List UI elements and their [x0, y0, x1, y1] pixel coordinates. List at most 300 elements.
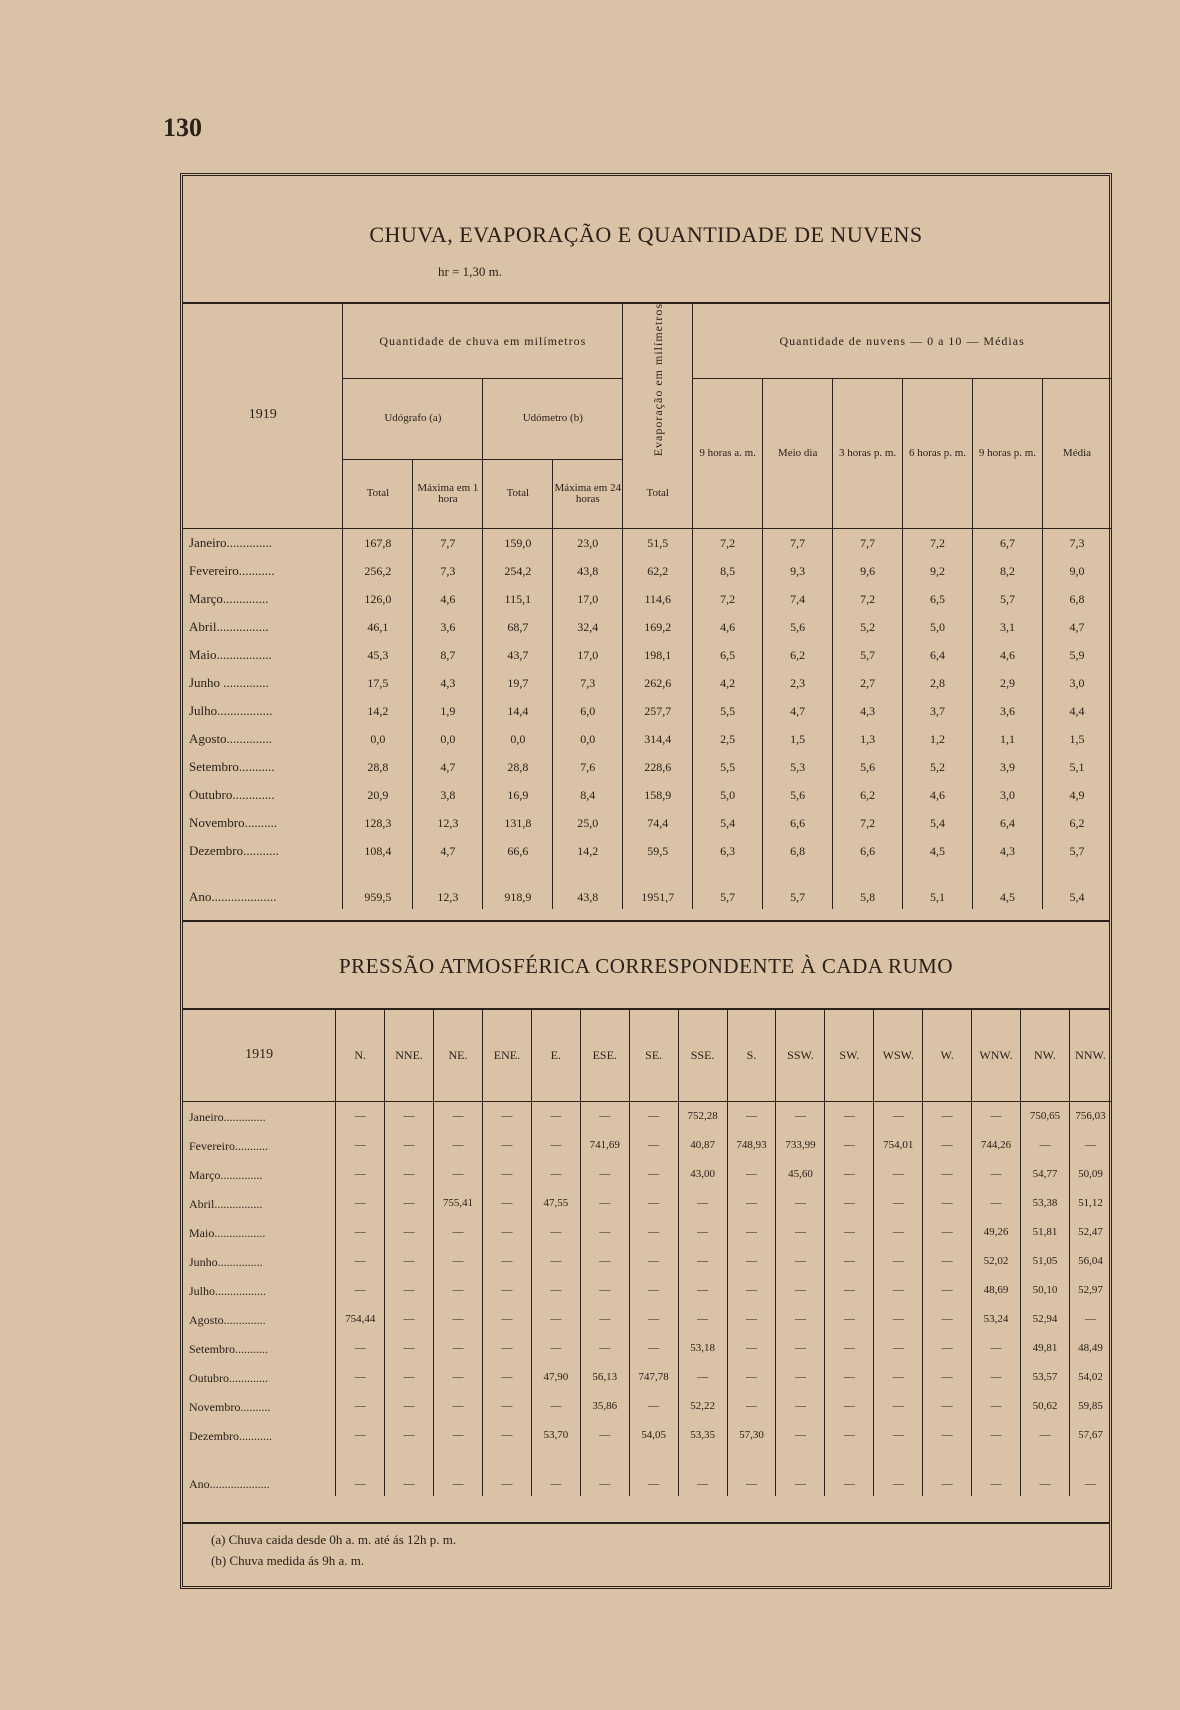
- table-cell: —: [825, 1160, 874, 1189]
- table-cell: —: [776, 1392, 825, 1421]
- direction-header: SSW.: [776, 1009, 825, 1102]
- station-height-note: hr = 1,30 m.: [438, 264, 503, 279]
- table-cell: —: [434, 1334, 483, 1363]
- table-cell: 7,3: [413, 557, 483, 585]
- udografo-header: Udógrafo (a): [343, 379, 483, 460]
- table-cell: 50,10: [1021, 1276, 1070, 1305]
- table-cell: —: [825, 1218, 874, 1247]
- table-cell: 2,8: [903, 669, 973, 697]
- table-cell: 257,7: [623, 697, 693, 725]
- table-cell: 3,7: [903, 697, 973, 725]
- table-cell: 744,26: [972, 1131, 1021, 1160]
- table-cell: —: [629, 1276, 678, 1305]
- table-row: [183, 781, 1112, 809]
- table-cell: —: [336, 1247, 385, 1276]
- table-cell: 6,3: [693, 837, 763, 865]
- footnotes: [211, 1529, 456, 1571]
- table-cell: 756,03: [1069, 1102, 1111, 1132]
- table-row: [183, 1276, 1112, 1305]
- col-udometro-total: Total: [483, 459, 553, 528]
- table-cell: —: [531, 1334, 580, 1363]
- table-cell: 56,13: [580, 1363, 629, 1392]
- table-cell: —: [874, 1276, 923, 1305]
- table-cell: 1,5: [763, 725, 833, 753]
- table-cell: 54,77: [1021, 1160, 1070, 1189]
- table-cell: —: [385, 1160, 434, 1189]
- month-label: Dezembro...........: [189, 843, 279, 859]
- table-cell: 114,6: [623, 585, 693, 613]
- table-cell: 131,8: [483, 809, 553, 837]
- table-cell: 108,4: [343, 837, 413, 865]
- table-cell: 5,6: [763, 781, 833, 809]
- table-cell: —: [531, 1160, 580, 1189]
- table-cell: —: [825, 1276, 874, 1305]
- table-cell: —: [776, 1218, 825, 1247]
- table-cell: 918,9: [483, 865, 553, 909]
- page-number: 130: [163, 113, 202, 142]
- table-cell: 62,2: [623, 557, 693, 585]
- table-cell: —: [434, 1276, 483, 1305]
- table-cell: —: [434, 1421, 483, 1450]
- table-row: [183, 613, 1112, 641]
- table-cell: —: [678, 1247, 727, 1276]
- month-label: Outubro.............: [189, 1370, 268, 1385]
- table-cell: 28,8: [483, 753, 553, 781]
- table-row: [183, 1218, 1112, 1247]
- table-row: [183, 528, 1112, 557]
- table-cell: —: [580, 1450, 629, 1496]
- table-cell: —: [776, 1276, 825, 1305]
- table-cell: 7,7: [833, 528, 903, 557]
- table-cell: 748,93: [727, 1131, 776, 1160]
- direction-header: NNW.: [1069, 1009, 1111, 1102]
- table-cell: 2,3: [763, 669, 833, 697]
- table-cell: —: [482, 1160, 531, 1189]
- table-cell: 5,1: [1042, 753, 1111, 781]
- table-cell: —: [482, 1363, 531, 1392]
- table-cell: 7,4: [763, 585, 833, 613]
- table-cell: 8,5: [693, 557, 763, 585]
- table-cell: —: [678, 1450, 727, 1496]
- table-cell: —: [629, 1450, 678, 1496]
- table-cell: 4,5: [973, 865, 1043, 909]
- month-label: Outubro.............: [189, 787, 275, 803]
- table-row: [183, 585, 1112, 613]
- table-cell: —: [580, 1305, 629, 1334]
- direction-header: N.: [336, 1009, 385, 1102]
- table-cell: —: [923, 1131, 972, 1160]
- table-cell: 5,7: [693, 865, 763, 909]
- col-6pm: 6 horas p. m.: [903, 379, 973, 529]
- divider: [183, 1522, 1109, 1524]
- table-cell: 5,7: [1042, 837, 1111, 865]
- table-cell: —: [825, 1131, 874, 1160]
- table-cell: —: [1021, 1450, 1070, 1496]
- table-cell: —: [972, 1160, 1021, 1189]
- table-cell: 53,24: [972, 1305, 1021, 1334]
- table-cell: 6,2: [1042, 809, 1111, 837]
- table-cell: —: [629, 1218, 678, 1247]
- table-cell: —: [874, 1421, 923, 1450]
- table-cell: —: [434, 1450, 483, 1496]
- table-cell: 5,2: [903, 753, 973, 781]
- table-cell: —: [580, 1160, 629, 1189]
- table-cell: —: [482, 1421, 531, 1450]
- table-cell: —: [727, 1392, 776, 1421]
- table-cell: 2,7: [833, 669, 903, 697]
- col-evap-total: Total: [623, 459, 693, 528]
- table-cell: 3,9: [973, 753, 1043, 781]
- table-cell: 2,9: [973, 669, 1043, 697]
- table-cell: 1,5: [1042, 725, 1111, 753]
- table-cell: 53,35: [678, 1421, 727, 1450]
- table-cell: —: [482, 1450, 531, 1496]
- table-cell: 5,4: [903, 809, 973, 837]
- col-media: Média: [1042, 379, 1111, 529]
- table-cell: 4,6: [413, 585, 483, 613]
- table-cell: —: [336, 1450, 385, 1496]
- table-cell: —: [434, 1392, 483, 1421]
- direction-header: NW.: [1021, 1009, 1070, 1102]
- table-cell: 53,57: [1021, 1363, 1070, 1392]
- table-row: [183, 865, 1112, 909]
- table-row: [183, 697, 1112, 725]
- table-cell: —: [874, 1392, 923, 1421]
- table-cell: —: [874, 1305, 923, 1334]
- table-cell: 52,47: [1069, 1218, 1111, 1247]
- table-cell: —: [1021, 1421, 1070, 1450]
- evaporation-header: Evaporação em milímetros: [623, 303, 693, 459]
- table-cell: —: [482, 1276, 531, 1305]
- table-cell: 4,3: [413, 669, 483, 697]
- table-cell: 43,00: [678, 1160, 727, 1189]
- table-cell: 262,6: [623, 669, 693, 697]
- table-cell: —: [825, 1334, 874, 1363]
- table-cell: 4,2: [693, 669, 763, 697]
- table-cell: 6,4: [903, 641, 973, 669]
- table-cell: —: [727, 1450, 776, 1496]
- table-cell: 7,6: [553, 753, 623, 781]
- table-cell: 8,7: [413, 641, 483, 669]
- table-cell: 752,28: [678, 1102, 727, 1132]
- table-cell: —: [923, 1334, 972, 1363]
- table-cell: 49,26: [972, 1218, 1021, 1247]
- table-cell: 52,22: [678, 1392, 727, 1421]
- table-cell: —: [825, 1102, 874, 1132]
- table-cell: 50,62: [1021, 1392, 1070, 1421]
- table-cell: 6,2: [833, 781, 903, 809]
- month-label: Dezembro...........: [189, 1428, 272, 1443]
- table-cell: 115,1: [483, 585, 553, 613]
- table-cell: 169,2: [623, 613, 693, 641]
- table-cell: —: [385, 1334, 434, 1363]
- table-cell: 19,7: [483, 669, 553, 697]
- table-cell: 20,9: [343, 781, 413, 809]
- table-cell: 4,6: [973, 641, 1043, 669]
- month-label: Ano....................: [189, 888, 277, 904]
- month-label: Abril................: [189, 1196, 263, 1211]
- table-cell: —: [385, 1450, 434, 1496]
- table-cell: —: [531, 1218, 580, 1247]
- col-3pm: 3 horas p. m.: [833, 379, 903, 529]
- table-row: [183, 641, 1112, 669]
- table-cell: 74,4: [623, 809, 693, 837]
- udometro-header: Udómetro (b): [483, 379, 623, 460]
- table-cell: —: [678, 1363, 727, 1392]
- month-label: Março..............: [189, 591, 269, 607]
- table-cell: —: [825, 1247, 874, 1276]
- table-cell: 45,3: [343, 641, 413, 669]
- table-cell: 4,6: [693, 613, 763, 641]
- table-cell: —: [385, 1363, 434, 1392]
- table-cell: 9,0: [1042, 557, 1111, 585]
- table-cell: 12,3: [413, 865, 483, 909]
- table-cell: —: [385, 1218, 434, 1247]
- table-cell: 4,6: [903, 781, 973, 809]
- table-cell: —: [825, 1189, 874, 1218]
- table-cell: —: [482, 1131, 531, 1160]
- table-cell: 52,97: [1069, 1276, 1111, 1305]
- table-cell: —: [580, 1334, 629, 1363]
- table-cell: 50,09: [1069, 1160, 1111, 1189]
- table-cell: —: [923, 1363, 972, 1392]
- table-cell: —: [385, 1276, 434, 1305]
- table-cell: 5,5: [693, 753, 763, 781]
- direction-header: NNE.: [385, 1009, 434, 1102]
- clouds-group-header: Quantidade de nuvens — 0 a 10 — Médias: [693, 303, 1112, 379]
- table-cell: —: [385, 1421, 434, 1450]
- table-cell: 2,5: [693, 725, 763, 753]
- table-cell: 256,2: [343, 557, 413, 585]
- table-cell: 45,60: [776, 1160, 825, 1189]
- table-cell: 43,8: [553, 865, 623, 909]
- table-row: [183, 1160, 1112, 1189]
- table2-title: PRESSÃO ATMOSFÉRICA CORRESPONDENTE À CADA RUMO: [338, 954, 954, 978]
- table-cell: —: [727, 1160, 776, 1189]
- month-label: Março..............: [189, 1167, 263, 1182]
- table-cell: —: [678, 1218, 727, 1247]
- table-cell: —: [336, 1392, 385, 1421]
- table-cell: 68,7: [483, 613, 553, 641]
- table-cell: —: [972, 1102, 1021, 1132]
- table-cell: 0,0: [413, 725, 483, 753]
- table-cell: —: [385, 1247, 434, 1276]
- table-cell: —: [531, 1392, 580, 1421]
- table-cell: 7,7: [763, 528, 833, 557]
- table-cell: 198,1: [623, 641, 693, 669]
- month-label: Janeiro..............: [189, 1109, 266, 1124]
- table-row: [183, 1363, 1112, 1392]
- direction-header: S.: [727, 1009, 776, 1102]
- table-cell: —: [923, 1305, 972, 1334]
- table-cell: 0,0: [343, 725, 413, 753]
- table-cell: 1,1: [973, 725, 1043, 753]
- rain-clouds-table: [183, 303, 1112, 909]
- table-cell: —: [727, 1305, 776, 1334]
- table-cell: 12,3: [413, 809, 483, 837]
- month-label: Fevereiro...........: [189, 1138, 268, 1153]
- direction-header: ESE.: [580, 1009, 629, 1102]
- table-cell: —: [727, 1334, 776, 1363]
- footnote-a: (a) Chuva caida desde 0h a. m. até ás 12h p. m.: [211, 1532, 457, 1547]
- table-cell: 4,7: [413, 753, 483, 781]
- table-cell: 49,81: [1021, 1334, 1070, 1363]
- table-cell: 126,0: [343, 585, 413, 613]
- table-cell: 25,0: [553, 809, 623, 837]
- table-cell: 4,7: [763, 697, 833, 725]
- table-cell: 51,81: [1021, 1218, 1070, 1247]
- pressure-table: [183, 1009, 1112, 1496]
- table-cell: 1,9: [413, 697, 483, 725]
- table-cell: 47,90: [531, 1363, 580, 1392]
- direction-header: SW.: [825, 1009, 874, 1102]
- table-cell: 959,5: [343, 865, 413, 909]
- table-cell: 5,6: [763, 613, 833, 641]
- table-cell: —: [434, 1218, 483, 1247]
- table-cell: —: [923, 1276, 972, 1305]
- table-cell: —: [580, 1189, 629, 1218]
- direction-header: W.: [923, 1009, 972, 1102]
- table-cell: 741,69: [580, 1131, 629, 1160]
- table-cell: —: [972, 1189, 1021, 1218]
- table-cell: 53,18: [678, 1334, 727, 1363]
- table-cell: 3,6: [973, 697, 1043, 725]
- month-label: Julho.................: [189, 703, 273, 719]
- table-cell: 6,4: [973, 809, 1043, 837]
- table-cell: 7,2: [833, 585, 903, 613]
- table-cell: 750,65: [1021, 1102, 1070, 1132]
- table-cell: —: [923, 1189, 972, 1218]
- table-cell: 46,1: [343, 613, 413, 641]
- table-cell: 755,41: [434, 1189, 483, 1218]
- table-cell: 6,2: [763, 641, 833, 669]
- table-cell: —: [482, 1247, 531, 1276]
- table-cell: —: [336, 1363, 385, 1392]
- table-cell: 6,6: [763, 809, 833, 837]
- table-cell: —: [727, 1102, 776, 1132]
- table-cell: —: [776, 1189, 825, 1218]
- month-label: Fevereiro...........: [189, 563, 275, 579]
- table-cell: 4,5: [903, 837, 973, 865]
- month-label: Ano....................: [189, 1477, 270, 1491]
- table-cell: —: [482, 1189, 531, 1218]
- table-cell: 57,30: [727, 1421, 776, 1450]
- col-udometro-max: Máxima em 24 horas: [553, 459, 623, 528]
- table-cell: —: [825, 1392, 874, 1421]
- table-cell: 0,0: [483, 725, 553, 753]
- divider: [183, 920, 1109, 922]
- table-cell: 59,85: [1069, 1392, 1111, 1421]
- table-cell: 32,4: [553, 613, 623, 641]
- table-cell: 14,2: [343, 697, 413, 725]
- table-cell: 14,2: [553, 837, 623, 865]
- rain-group-header: Quantidade de chuva em milímetros: [343, 303, 623, 379]
- table-cell: —: [580, 1421, 629, 1450]
- table-cell: 228,6: [623, 753, 693, 781]
- table-cell: —: [923, 1392, 972, 1421]
- table-row: [183, 1247, 1112, 1276]
- table-cell: 5,6: [833, 753, 903, 781]
- table-cell: —: [531, 1276, 580, 1305]
- table-cell: —: [336, 1189, 385, 1218]
- table-cell: 5,7: [763, 865, 833, 909]
- table-cell: —: [776, 1450, 825, 1496]
- table-cell: 5,3: [763, 753, 833, 781]
- table-row: [183, 1305, 1112, 1334]
- table-cell: —: [678, 1305, 727, 1334]
- table-cell: —: [923, 1421, 972, 1450]
- direction-header: WSW.: [874, 1009, 923, 1102]
- table-cell: 28,8: [343, 753, 413, 781]
- month-label: Maio.................: [189, 1225, 266, 1240]
- table-cell: —: [434, 1131, 483, 1160]
- table-row: [183, 557, 1112, 585]
- footnote-b: (b) Chuva medida ás 9h a. m.: [211, 1553, 365, 1568]
- table-cell: 5,8: [833, 865, 903, 909]
- year-header: 1919: [183, 303, 343, 528]
- month-label: Maio.................: [189, 647, 272, 663]
- table-cell: —: [776, 1305, 825, 1334]
- month-label: Setembro...........: [189, 759, 275, 775]
- table-row: [183, 1334, 1112, 1363]
- table-cell: —: [336, 1276, 385, 1305]
- table-cell: 16,9: [483, 781, 553, 809]
- table-cell: 7,3: [1042, 528, 1111, 557]
- table-cell: 6,5: [903, 585, 973, 613]
- table-cell: 1,2: [903, 725, 973, 753]
- table-frame: [180, 173, 1112, 1589]
- table-cell: 23,0: [553, 528, 623, 557]
- direction-header: WNW.: [972, 1009, 1021, 1102]
- table-row: [183, 1102, 1112, 1132]
- table-cell: —: [972, 1450, 1021, 1496]
- table-cell: —: [727, 1218, 776, 1247]
- month-label: Setembro...........: [189, 1341, 268, 1356]
- table-cell: —: [727, 1247, 776, 1276]
- table-cell: 51,12: [1069, 1189, 1111, 1218]
- table-cell: 53,70: [531, 1421, 580, 1450]
- table-cell: —: [776, 1102, 825, 1132]
- month-label: Janeiro..............: [189, 535, 273, 551]
- table-row: [183, 1392, 1112, 1421]
- table-cell: 5,0: [693, 781, 763, 809]
- table-cell: —: [923, 1247, 972, 1276]
- table-cell: —: [923, 1102, 972, 1132]
- table-cell: —: [678, 1189, 727, 1218]
- table-cell: —: [923, 1218, 972, 1247]
- table-cell: 9,6: [833, 557, 903, 585]
- table-cell: —: [776, 1334, 825, 1363]
- table-cell: —: [629, 1334, 678, 1363]
- table-cell: 17,0: [553, 585, 623, 613]
- table-cell: 43,7: [483, 641, 553, 669]
- table-cell: 43,8: [553, 557, 623, 585]
- table-cell: —: [874, 1218, 923, 1247]
- table-cell: —: [1021, 1131, 1070, 1160]
- table-cell: —: [336, 1160, 385, 1189]
- table-cell: —: [727, 1363, 776, 1392]
- table-row: [183, 753, 1112, 781]
- table-cell: 254,2: [483, 557, 553, 585]
- table-cell: 314,4: [623, 725, 693, 753]
- table-cell: —: [434, 1305, 483, 1334]
- month-label: Junho...............: [189, 1254, 263, 1269]
- direction-header: E.: [531, 1009, 580, 1102]
- table-cell: 4,7: [1042, 613, 1111, 641]
- table-cell: —: [531, 1131, 580, 1160]
- table-cell: —: [336, 1102, 385, 1132]
- table-cell: —: [825, 1421, 874, 1450]
